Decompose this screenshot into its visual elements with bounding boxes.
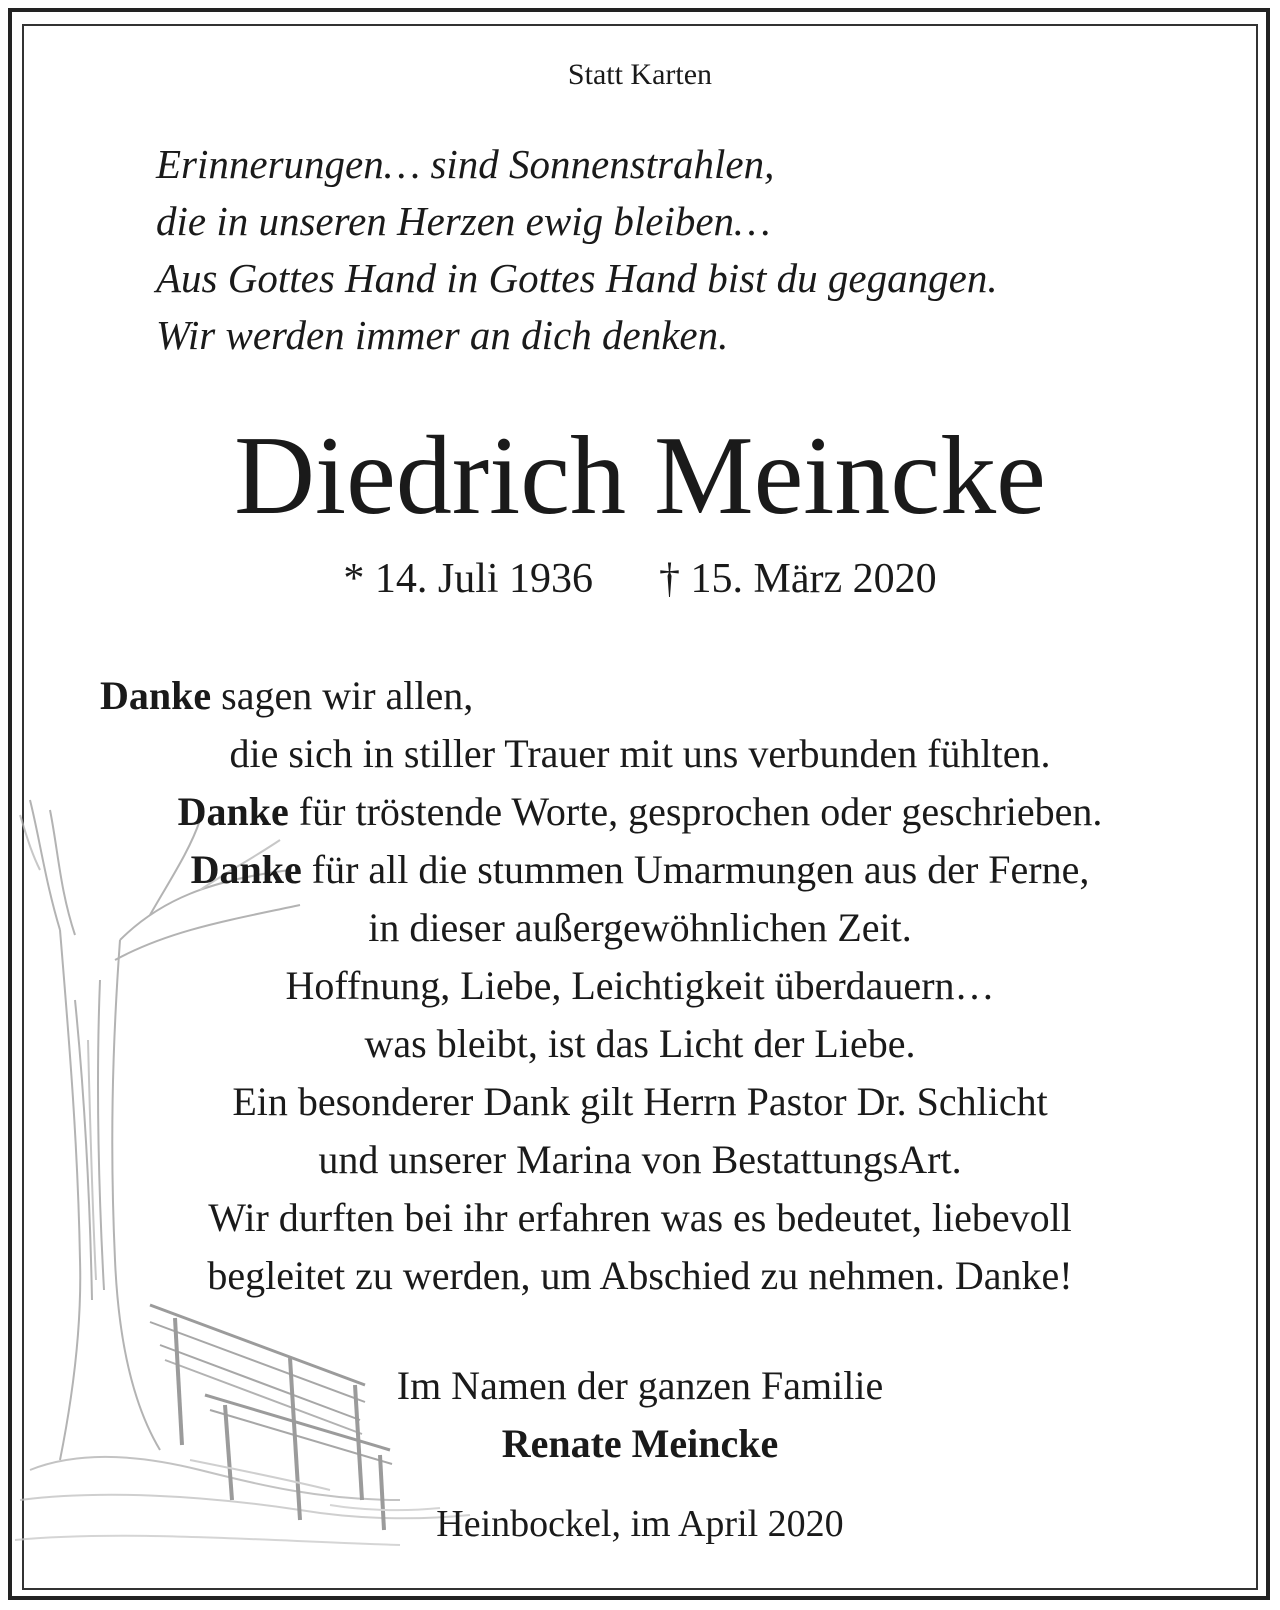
place-and-date: Heinbockel, im April 2020 <box>436 1503 844 1545</box>
thanks-line: was bleibt, ist das Licht der Liebe. <box>364 1021 916 1066</box>
thanks-line: in dieser außergewöhnlichen Zeit. <box>368 905 912 950</box>
life-dates <box>0 555 1280 603</box>
poem-line: Wir werden immer an dich denken. <box>156 312 729 358</box>
thanks-line: begleitet zu werden, um Abschied zu nehmen. Danke! <box>207 1253 1073 1298</box>
thanks-text: für all die stummen Umarmungen aus der Ferne, <box>301 847 1090 892</box>
thanks-text: sagen wir allen, <box>211 673 474 718</box>
death-date: † 15. März 2020 <box>659 556 937 602</box>
thanks-line <box>0 846 1280 893</box>
header-statt-karten: Statt Karten <box>567 58 713 91</box>
thanks-line: Ein besonderer Dank gilt Herrn Pastor Dr. Schlicht <box>232 1079 1048 1124</box>
thanks-line <box>100 672 473 719</box>
thanks-text: für tröstende Worte, gesprochen oder geschrieben. <box>288 789 1103 834</box>
thanks-line: und unserer Marina von BestattungsArt. <box>318 1137 962 1182</box>
birth-date: * 14. Juli 1936 <box>343 556 594 602</box>
poem-line: Erinnerungen… sind Sonnenstrahlen, <box>156 141 775 187</box>
thanks-line: Wir durften bei ihr erfahren was es bedeutet, liebevoll <box>208 1195 1072 1240</box>
thanks-line: die sich in stiller Trauer mit uns verbunden fühlten. <box>229 731 1051 776</box>
deceased-name: Diedrich Meincke <box>234 414 1046 538</box>
thanks-danke: Danke <box>177 789 289 834</box>
thanks-danke: Danke <box>100 673 212 718</box>
poem-line: Aus Gottes Hand in Gottes Hand bist du gegangen. <box>156 255 998 301</box>
thanks-danke: Danke <box>190 847 302 892</box>
thanks-line: Hoffnung, Liebe, Leichtigkeit überdauern… <box>285 963 995 1008</box>
poem-line: die in unseren Herzen ewig bleiben… <box>156 198 771 244</box>
thanks-line <box>0 788 1280 835</box>
signature-name: Renate Meincke <box>501 1421 779 1466</box>
signature-intro: Im Namen der ganzen Familie <box>396 1363 884 1408</box>
